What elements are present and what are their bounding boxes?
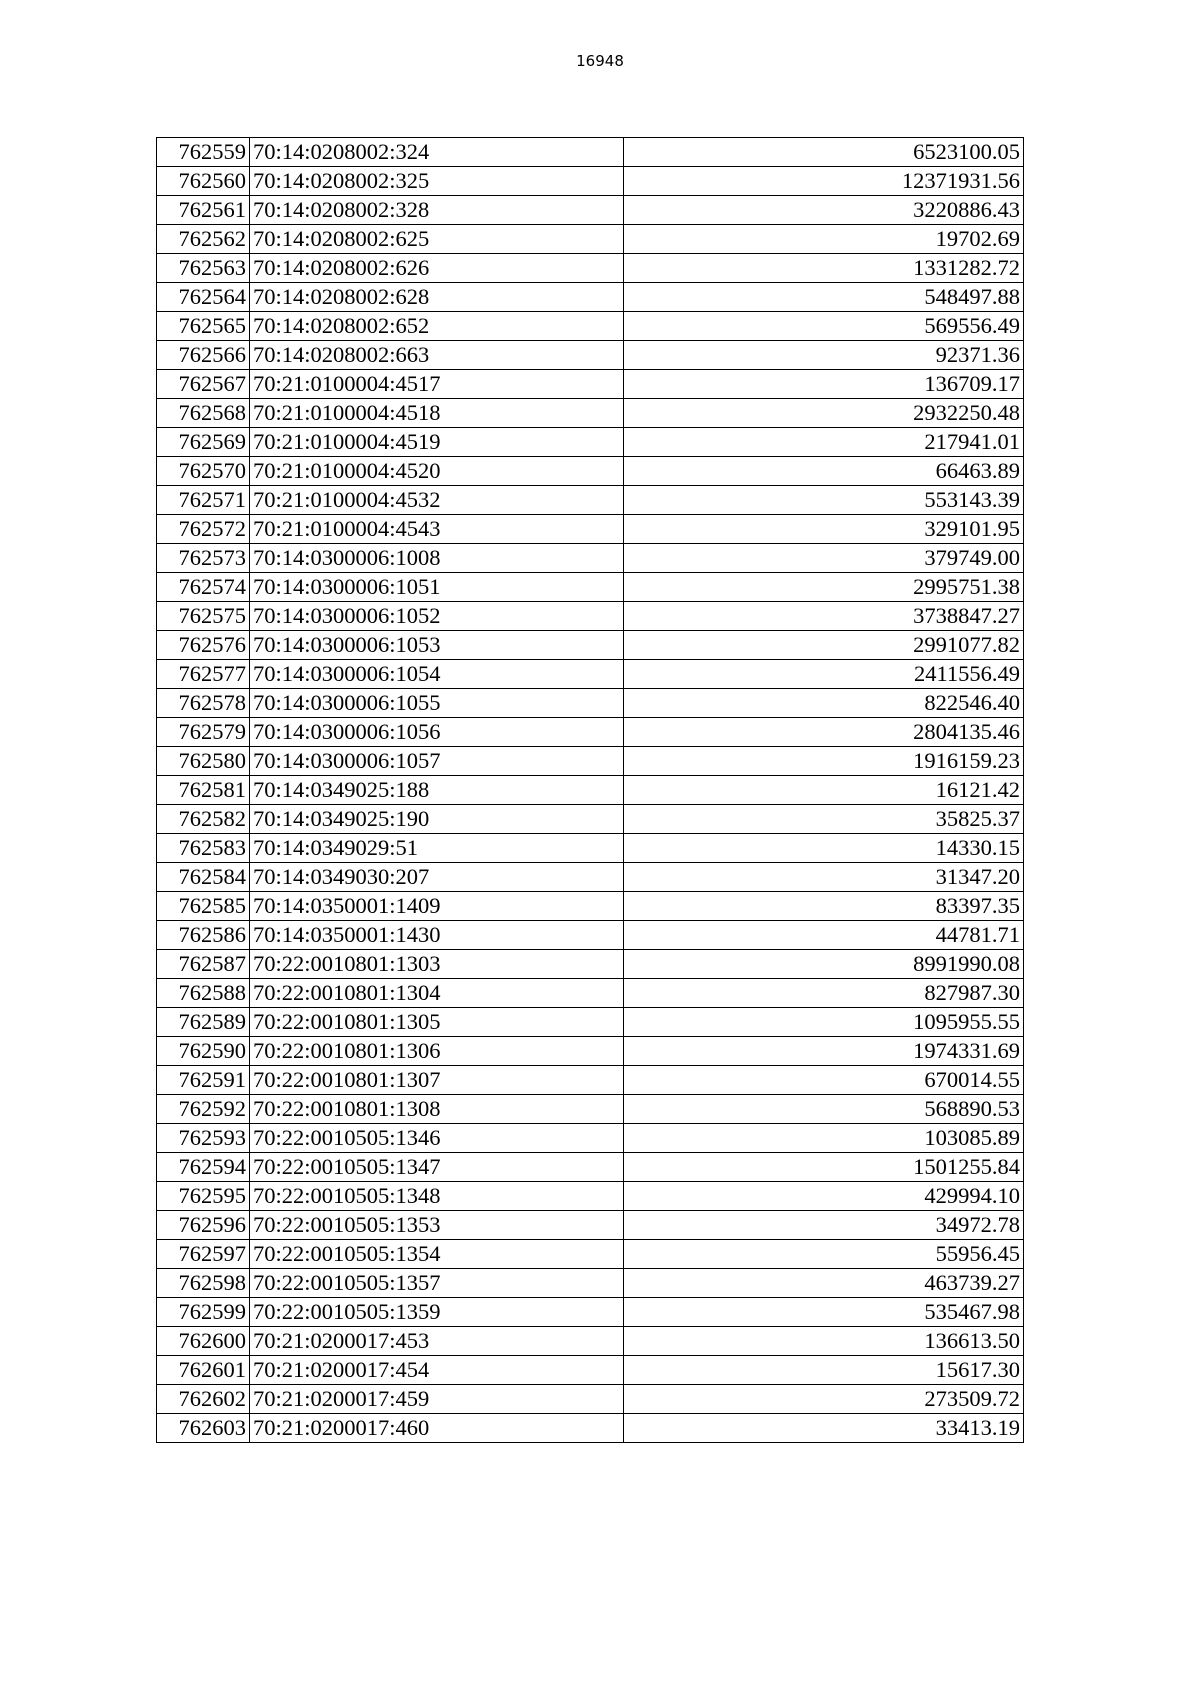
- row-id-cell: 762570: [157, 457, 250, 486]
- cadastral-number-cell: 70:21:0200017:459: [250, 1385, 624, 1414]
- cadastral-number-cell: 70:21:0100004:4532: [250, 486, 624, 515]
- table-row: [157, 370, 1024, 399]
- value-cell: 217941.01: [624, 428, 1024, 457]
- cadastral-number-cell: 70:22:0010505:1347: [250, 1153, 624, 1182]
- table-row: [157, 1327, 1024, 1356]
- row-id-cell: 762598: [157, 1269, 250, 1298]
- row-id-cell: 762566: [157, 341, 250, 370]
- value-cell: 14330.15: [624, 834, 1024, 863]
- table-row: [157, 138, 1024, 167]
- cadastral-number-cell: 70:21:0200017:460: [250, 1414, 624, 1443]
- table-row: [157, 1095, 1024, 1124]
- table-row: [157, 689, 1024, 718]
- value-cell: 35825.37: [624, 805, 1024, 834]
- value-cell: 8991990.08: [624, 950, 1024, 979]
- cadastral-number-cell: 70:14:0208002:324: [250, 138, 624, 167]
- table-row: [157, 1153, 1024, 1182]
- row-id-cell: 762568: [157, 399, 250, 428]
- value-cell: 136613.50: [624, 1327, 1024, 1356]
- row-id-cell: 762569: [157, 428, 250, 457]
- row-id-cell: 762587: [157, 950, 250, 979]
- table-row: [157, 428, 1024, 457]
- value-cell: 19702.69: [624, 225, 1024, 254]
- value-cell: 2995751.38: [624, 573, 1024, 602]
- row-id-cell: 762585: [157, 892, 250, 921]
- row-id-cell: 762559: [157, 138, 250, 167]
- row-id-cell: 762590: [157, 1037, 250, 1066]
- value-cell: 66463.89: [624, 457, 1024, 486]
- row-id-cell: 762584: [157, 863, 250, 892]
- row-id-cell: 762583: [157, 834, 250, 863]
- cadastral-number-cell: 70:14:0208002:663: [250, 341, 624, 370]
- value-cell: 15617.30: [624, 1356, 1024, 1385]
- value-cell: 822546.40: [624, 689, 1024, 718]
- value-cell: 16121.42: [624, 776, 1024, 805]
- cadastral-number-cell: 70:14:0349025:188: [250, 776, 624, 805]
- table-row: [157, 1182, 1024, 1211]
- cadastral-number-cell: 70:14:0300006:1057: [250, 747, 624, 776]
- row-id-cell: 762561: [157, 196, 250, 225]
- table-row: [157, 921, 1024, 950]
- row-id-cell: 762567: [157, 370, 250, 399]
- cadastral-number-cell: 70:14:0300006:1051: [250, 573, 624, 602]
- table-row: [157, 457, 1024, 486]
- table-row: [157, 254, 1024, 283]
- row-id-cell: 762572: [157, 515, 250, 544]
- row-id-cell: 762575: [157, 602, 250, 631]
- value-cell: 3220886.43: [624, 196, 1024, 225]
- table-row: [157, 718, 1024, 747]
- row-id-cell: 762560: [157, 167, 250, 196]
- row-id-cell: 762597: [157, 1240, 250, 1269]
- row-id-cell: 762600: [157, 1327, 250, 1356]
- cadastral-number-cell: 70:22:0010801:1307: [250, 1066, 624, 1095]
- table-row: [157, 1298, 1024, 1327]
- page-number: 16948: [576, 52, 624, 70]
- value-cell: 55956.45: [624, 1240, 1024, 1269]
- cadastral-number-cell: 70:22:0010801:1303: [250, 950, 624, 979]
- cadastral-number-cell: 70:14:0208002:625: [250, 225, 624, 254]
- value-cell: 670014.55: [624, 1066, 1024, 1095]
- value-cell: 33413.19: [624, 1414, 1024, 1443]
- value-cell: 34972.78: [624, 1211, 1024, 1240]
- cadastral-number-cell: 70:14:0300006:1056: [250, 718, 624, 747]
- value-cell: 548497.88: [624, 283, 1024, 312]
- table-row: [157, 544, 1024, 573]
- value-cell: 463739.27: [624, 1269, 1024, 1298]
- table-row: [157, 225, 1024, 254]
- row-id-cell: 762602: [157, 1385, 250, 1414]
- value-cell: 273509.72: [624, 1385, 1024, 1414]
- table-row: [157, 834, 1024, 863]
- value-cell: 1095955.55: [624, 1008, 1024, 1037]
- cadastral-number-cell: 70:14:0350001:1430: [250, 921, 624, 950]
- row-id-cell: 762576: [157, 631, 250, 660]
- row-id-cell: 762580: [157, 747, 250, 776]
- row-id-cell: 762588: [157, 979, 250, 1008]
- table-row: [157, 863, 1024, 892]
- cadastral-number-cell: 70:14:0300006:1054: [250, 660, 624, 689]
- row-id-cell: 762564: [157, 283, 250, 312]
- table-row: [157, 167, 1024, 196]
- value-cell: 1331282.72: [624, 254, 1024, 283]
- cadastral-number-cell: 70:21:0100004:4517: [250, 370, 624, 399]
- cadastral-number-cell: 70:21:0200017:453: [250, 1327, 624, 1356]
- table-row: [157, 573, 1024, 602]
- row-id-cell: 762578: [157, 689, 250, 718]
- cadastral-number-cell: 70:14:0300006:1053: [250, 631, 624, 660]
- value-cell: 827987.30: [624, 979, 1024, 1008]
- table-row: [157, 196, 1024, 225]
- value-cell: 31347.20: [624, 863, 1024, 892]
- cadastral-number-cell: 70:14:0300006:1055: [250, 689, 624, 718]
- row-id-cell: 762573: [157, 544, 250, 573]
- row-id-cell: 762579: [157, 718, 250, 747]
- cadastral-number-cell: 70:21:0200017:454: [250, 1356, 624, 1385]
- table-row: [157, 283, 1024, 312]
- table-row: [157, 399, 1024, 428]
- table-row: [157, 1414, 1024, 1443]
- value-cell: 12371931.56: [624, 167, 1024, 196]
- row-id-cell: 762593: [157, 1124, 250, 1153]
- table-row: [157, 1124, 1024, 1153]
- value-cell: 569556.49: [624, 312, 1024, 341]
- table-row: [157, 312, 1024, 341]
- value-cell: 2991077.82: [624, 631, 1024, 660]
- cadastral-value-table: [156, 137, 1024, 1443]
- cadastral-number-cell: 70:22:0010505:1357: [250, 1269, 624, 1298]
- table-row: [157, 979, 1024, 1008]
- cadastral-number-cell: 70:14:0300006:1052: [250, 602, 624, 631]
- table-row: [157, 1356, 1024, 1385]
- table-row: [157, 1269, 1024, 1298]
- table-row: [157, 1037, 1024, 1066]
- cadastral-number-cell: 70:14:0349025:190: [250, 805, 624, 834]
- value-cell: 2932250.48: [624, 399, 1024, 428]
- value-cell: 44781.71: [624, 921, 1024, 950]
- row-id-cell: 762592: [157, 1095, 250, 1124]
- table-row: [157, 1240, 1024, 1269]
- value-cell: 6523100.05: [624, 138, 1024, 167]
- row-id-cell: 762603: [157, 1414, 250, 1443]
- cadastral-number-cell: 70:21:0100004:4518: [250, 399, 624, 428]
- row-id-cell: 762586: [157, 921, 250, 950]
- row-id-cell: 762599: [157, 1298, 250, 1327]
- table-row: [157, 1008, 1024, 1037]
- table-row: [157, 892, 1024, 921]
- table-row: [157, 660, 1024, 689]
- table-row: [157, 515, 1024, 544]
- value-cell: 1501255.84: [624, 1153, 1024, 1182]
- cadastral-number-cell: 70:14:0300006:1008: [250, 544, 624, 573]
- table-row: [157, 341, 1024, 370]
- table-row: [157, 1211, 1024, 1240]
- table-row: [157, 602, 1024, 631]
- value-cell: 103085.89: [624, 1124, 1024, 1153]
- row-id-cell: 762595: [157, 1182, 250, 1211]
- cadastral-number-cell: 70:22:0010505:1359: [250, 1298, 624, 1327]
- cadastral-number-cell: 70:22:0010505:1348: [250, 1182, 624, 1211]
- cadastral-number-cell: 70:14:0349030:207: [250, 863, 624, 892]
- cadastral-number-cell: 70:14:0208002:628: [250, 283, 624, 312]
- row-id-cell: 762577: [157, 660, 250, 689]
- value-cell: 92371.36: [624, 341, 1024, 370]
- table-row: [157, 950, 1024, 979]
- table-row: [157, 1066, 1024, 1095]
- value-cell: 535467.98: [624, 1298, 1024, 1327]
- value-cell: 379749.00: [624, 544, 1024, 573]
- cadastral-number-cell: 70:14:0208002:328: [250, 196, 624, 225]
- cadastral-number-cell: 70:22:0010801:1308: [250, 1095, 624, 1124]
- row-id-cell: 762601: [157, 1356, 250, 1385]
- row-id-cell: 762563: [157, 254, 250, 283]
- table-row: [157, 486, 1024, 515]
- row-id-cell: 762596: [157, 1211, 250, 1240]
- table-row: [157, 1385, 1024, 1414]
- row-id-cell: 762562: [157, 225, 250, 254]
- value-cell: 329101.95: [624, 515, 1024, 544]
- row-id-cell: 762589: [157, 1008, 250, 1037]
- row-id-cell: 762582: [157, 805, 250, 834]
- value-cell: 2804135.46: [624, 718, 1024, 747]
- cadastral-number-cell: 70:22:0010505:1346: [250, 1124, 624, 1153]
- cadastral-number-cell: 70:22:0010801:1306: [250, 1037, 624, 1066]
- cadastral-number-cell: 70:14:0349029:51: [250, 834, 624, 863]
- cadastral-number-cell: 70:21:0100004:4543: [250, 515, 624, 544]
- value-cell: 1974331.69: [624, 1037, 1024, 1066]
- value-cell: 1916159.23: [624, 747, 1024, 776]
- cadastral-number-cell: 70:21:0100004:4520: [250, 457, 624, 486]
- value-cell: 568890.53: [624, 1095, 1024, 1124]
- row-id-cell: 762571: [157, 486, 250, 515]
- value-cell: 553143.39: [624, 486, 1024, 515]
- row-id-cell: 762574: [157, 573, 250, 602]
- value-cell: 136709.17: [624, 370, 1024, 399]
- table-body: [157, 138, 1024, 1443]
- cadastral-number-cell: 70:21:0100004:4519: [250, 428, 624, 457]
- cadastral-number-cell: 70:14:0208002:652: [250, 312, 624, 341]
- table-row: [157, 776, 1024, 805]
- table-row: [157, 631, 1024, 660]
- cadastral-number-cell: 70:22:0010801:1304: [250, 979, 624, 1008]
- cadastral-number-cell: 70:14:0350001:1409: [250, 892, 624, 921]
- table-row: [157, 747, 1024, 776]
- row-id-cell: 762591: [157, 1066, 250, 1095]
- row-id-cell: 762581: [157, 776, 250, 805]
- value-cell: 83397.35: [624, 892, 1024, 921]
- cadastral-number-cell: 70:22:0010505:1353: [250, 1211, 624, 1240]
- row-id-cell: 762565: [157, 312, 250, 341]
- cadastral-number-cell: 70:14:0208002:626: [250, 254, 624, 283]
- value-cell: 2411556.49: [624, 660, 1024, 689]
- row-id-cell: 762594: [157, 1153, 250, 1182]
- cadastral-number-cell: 70:14:0208002:325: [250, 167, 624, 196]
- cadastral-number-cell: 70:22:0010801:1305: [250, 1008, 624, 1037]
- cadastral-number-cell: 70:22:0010505:1354: [250, 1240, 624, 1269]
- table-row: [157, 805, 1024, 834]
- value-cell: 3738847.27: [624, 602, 1024, 631]
- value-cell: 429994.10: [624, 1182, 1024, 1211]
